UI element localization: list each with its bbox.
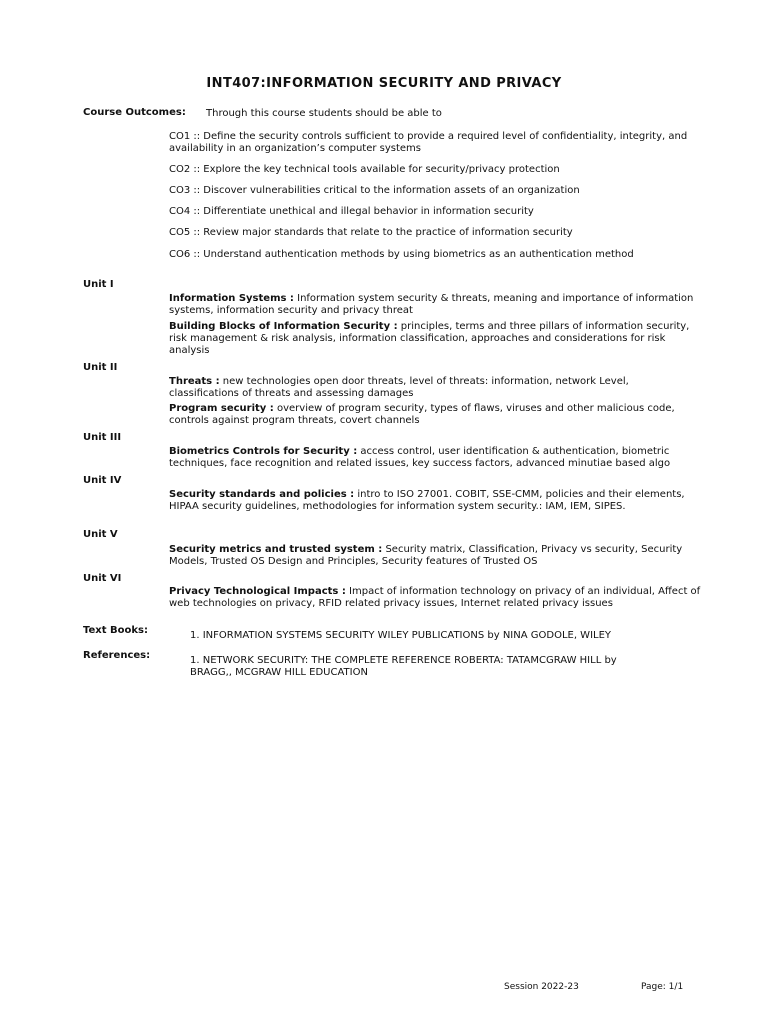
unit-1-topic-2 bbox=[169, 321, 701, 357]
text-books-label: Text Books: bbox=[83, 625, 148, 636]
topic-heading: Security metrics and trusted system : bbox=[169, 544, 383, 555]
unit-1-label: Unit I bbox=[83, 279, 114, 290]
topic-text: Security matrix, Classification, Privacy vs security, Security Models, Trusted OS Design and Principles, Security features of Trusted OS bbox=[169, 544, 683, 567]
unit-2-topic-2 bbox=[169, 403, 701, 427]
course-outcome-3: CO3 :: Discover vulnerabilities critical to the information assets of an organization bbox=[169, 185, 580, 196]
topic-text: Information system security & threats, meaning and importance of information systems, information security and privacy threat bbox=[169, 293, 694, 316]
topic-text: access control, user identification & authentication, biometric techniques, face recognition and related issues, key success factors, advanced minutiae based algo bbox=[169, 446, 671, 469]
topic-text: new technologies open door threats, level of threats: information, network Level, classifications of threats and assessing damages bbox=[169, 376, 629, 399]
course-outcome-2: CO2 :: Explore the key technical tools available for security/privacy protection bbox=[169, 164, 560, 175]
course-outcome-6: CO6 :: Understand authentication methods by using biometrics as an authentication method bbox=[169, 249, 634, 260]
topic-text: overview of program security, types of flaws, viruses and other malicious code, controls against program threats, covert channels bbox=[169, 403, 675, 426]
unit-1-topic-1 bbox=[169, 293, 701, 317]
unit-3-label: Unit III bbox=[83, 432, 122, 443]
topic-heading: Threats : bbox=[169, 376, 220, 387]
topic-text: principles, terms and three pillars of information security, risk management & risk analysis, information classification, approaches and considerations for risk analysis bbox=[169, 321, 690, 356]
unit-4-topic-1 bbox=[169, 489, 701, 513]
unit-6-topic-1 bbox=[169, 586, 701, 610]
unit-4-label: Unit IV bbox=[83, 475, 122, 486]
footer-session: Session 2022-23 bbox=[504, 982, 579, 992]
topic-text: Impact of information technology on privacy of an individual, Affect of web technologies on privacy, RFID related privacy issues, Internet related privacy issues bbox=[169, 586, 701, 609]
course-outcome-5: CO5 :: Review major standards that relate to the practice of information security bbox=[169, 227, 573, 238]
course-outcomes-label: Course Outcomes: bbox=[83, 107, 186, 118]
unit-6-label: Unit VI bbox=[83, 573, 122, 584]
page-title: INT407:INFORMATION SECURITY AND PRIVACY bbox=[206, 76, 562, 91]
topic-heading: Building Blocks of Information Security : bbox=[169, 321, 398, 332]
text-book-item: 1. INFORMATION SYSTEMS SECURITY WILEY PUBLICATIONS by NINA GODOLE, WILEY bbox=[190, 630, 612, 641]
footer-page-number: Page: 1/1 bbox=[641, 982, 684, 992]
topic-heading: Security standards and policies : bbox=[169, 489, 355, 500]
unit-2-topic-1 bbox=[169, 376, 701, 400]
topic-heading: Information Systems : bbox=[169, 293, 294, 304]
course-outcome-4: CO4 :: Differentiate unethical and illegal behavior in information security bbox=[169, 206, 534, 217]
topic-heading: Biometrics Controls for Security : bbox=[169, 446, 358, 457]
course-outcome-1: CO1 :: Define the security controls sufficient to provide a required level of confidentiality, integrity, and availability in an organization’s computer systems bbox=[169, 131, 688, 154]
unit-5-label: Unit V bbox=[83, 529, 118, 540]
reference-item: 1. NETWORK SECURITY: THE COMPLETE REFERENCE ROBERTA: TATAMCGRAW HILL by BRAGG,, MCGRAW HILL EDUCATION bbox=[190, 655, 617, 678]
references-label: References: bbox=[83, 650, 151, 661]
topic-heading: Privacy Technological Impacts : bbox=[169, 586, 346, 597]
course-outcomes-intro: Through this course students should be able to bbox=[206, 108, 442, 119]
unit-3-topic-1 bbox=[169, 446, 701, 470]
unit-5-topic-1 bbox=[169, 544, 701, 568]
topic-text: intro to ISO 27001. COBIT, SSE-CMM, policies and their elements, HIPAA security guidelines, methodologies for information system security.: IAM, IEM, SIPES. bbox=[169, 489, 685, 512]
unit-2-label: Unit II bbox=[83, 362, 118, 373]
topic-heading: Program security : bbox=[169, 403, 274, 414]
